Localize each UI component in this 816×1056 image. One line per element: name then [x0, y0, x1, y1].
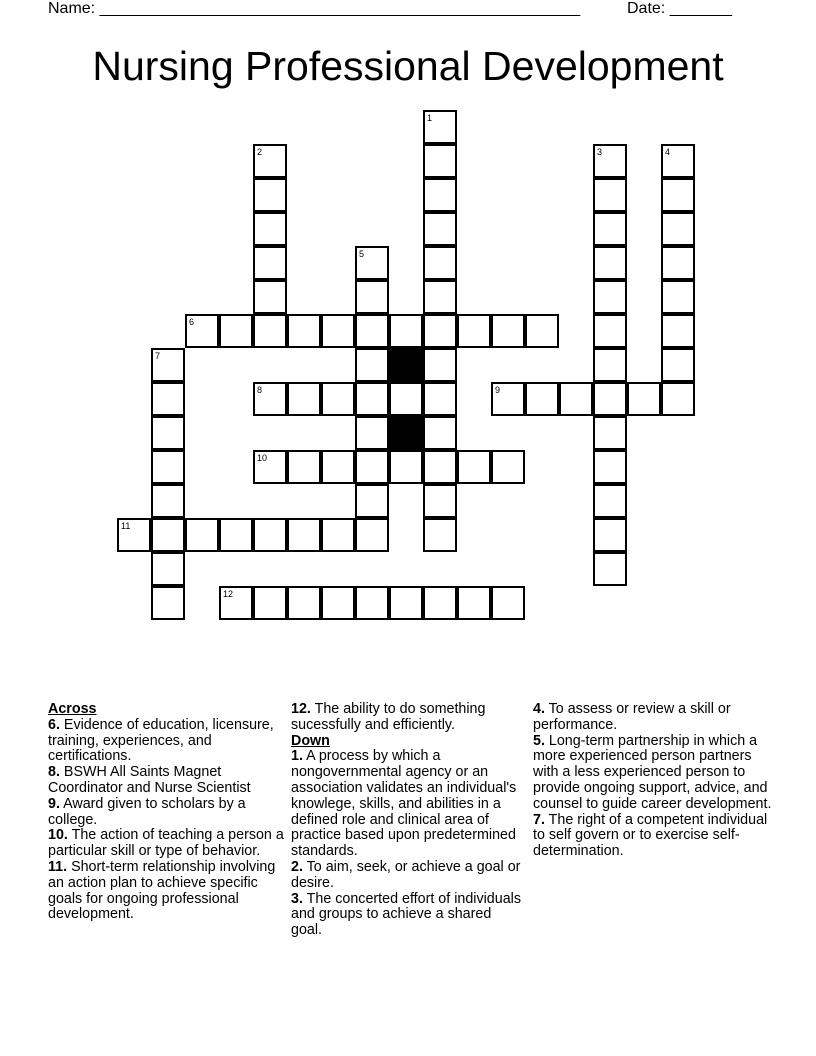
grid-cell[interactable] [423, 484, 457, 518]
grid-cell[interactable] [321, 518, 355, 552]
grid-cell[interactable] [593, 450, 627, 484]
clue-number: 2 [257, 147, 263, 157]
grid-cell[interactable] [559, 382, 593, 416]
grid-cell[interactable] [593, 416, 627, 450]
grid-cell[interactable] [457, 314, 491, 348]
black-square [389, 416, 423, 450]
grid-cell[interactable] [253, 518, 287, 552]
grid-cell[interactable] [355, 484, 389, 518]
clue-number: 4 [665, 147, 671, 157]
clue-across-11: 11. Short-term relationship involving an action plan to achieve specific goals for ongoing professional development. [48, 858, 276, 923]
grid-cell[interactable] [661, 382, 695, 416]
clue-number: 9 [495, 385, 501, 395]
grid-cell[interactable] [321, 450, 355, 484]
grid-cell[interactable] [423, 416, 457, 450]
grid-cell[interactable] [355, 314, 389, 348]
grid-cell[interactable] [355, 450, 389, 484]
grid-cell[interactable] [423, 314, 457, 348]
clue-number: 12 [223, 589, 234, 599]
clues-column-1 [48, 702, 288, 923]
grid-cell[interactable] [151, 586, 185, 620]
grid-cell[interactable] [321, 586, 355, 620]
grid-cell[interactable] [661, 246, 695, 280]
grid-cell[interactable] [491, 382, 525, 416]
grid-cell[interactable] [185, 518, 219, 552]
grid-cell[interactable] [593, 246, 627, 280]
grid-cell[interactable] [253, 280, 287, 314]
clues-column-2 [291, 702, 523, 939]
grid-cell[interactable] [253, 382, 287, 416]
grid-cell[interactable] [253, 246, 287, 280]
grid-cell[interactable] [491, 314, 525, 348]
clue-across-6: 6. Evidence of education, licensure, training, experiences, and certifications. [48, 716, 274, 765]
grid-cell[interactable] [185, 314, 219, 348]
grid-cell[interactable] [253, 144, 287, 178]
clue-down-3: 3. The concerted effort of individuals and groups to achieve a shared goal. [291, 890, 521, 939]
grid-cell[interactable] [661, 280, 695, 314]
grid-cell[interactable] [661, 144, 695, 178]
grid-cell[interactable] [253, 586, 287, 620]
grid-cell[interactable] [219, 314, 253, 348]
grid-cell[interactable] [593, 314, 627, 348]
clue-across-10: 10. The action of teaching a person a particular skill or type of behavior. [48, 827, 284, 860]
grid-cell[interactable] [253, 450, 287, 484]
clue-across-12: 12. The ability to do something sucessfully and efficiently. [291, 701, 486, 733]
grid-cell[interactable] [151, 552, 185, 586]
grid-cell[interactable] [423, 348, 457, 382]
grid-cell[interactable] [661, 212, 695, 246]
clue-across-8: 8. BSWH All Saints Magnet Coordinator and Nurse Scientist [48, 764, 251, 796]
grid-cell[interactable] [321, 382, 355, 416]
grid-cell[interactable] [355, 348, 389, 382]
clue-number: 11 [121, 521, 131, 531]
clue-across-9: 9. Award given to scholars by a college. [48, 795, 246, 828]
clue-down-2: 2. To aim, seek, or achieve a goal or desire. [291, 858, 521, 891]
grid-cell[interactable] [491, 450, 525, 484]
grid-cell[interactable] [253, 212, 287, 246]
grid-cell[interactable] [151, 518, 185, 552]
grid-cell[interactable] [593, 382, 627, 416]
grid-cell[interactable] [355, 586, 389, 620]
grid-cell[interactable] [661, 348, 695, 382]
grid-cell[interactable] [287, 450, 321, 484]
grid-cell[interactable] [593, 484, 627, 518]
clue-number: 10 [257, 453, 268, 463]
clue-down-5: 5. Long-term partnership in which a more experienced person partners with a less experienced person to provide ongoing support, advice, and counsel to guide career development. [533, 732, 772, 812]
grid-cell[interactable] [661, 178, 695, 212]
grid-cell[interactable] [389, 450, 423, 484]
grid-cell[interactable] [355, 518, 389, 552]
clue-number: 8 [257, 385, 263, 395]
grid-cell[interactable] [491, 586, 525, 620]
grid-cell[interactable] [151, 348, 185, 382]
grid-cell[interactable] [593, 144, 627, 178]
clue-down-4: 4. To assess or review a skill or performance. [533, 701, 731, 733]
date-field[interactable]: Date: _______ [627, 0, 732, 17]
grid-cell[interactable] [593, 178, 627, 212]
grid-cell[interactable] [423, 212, 457, 246]
grid-cell[interactable] [151, 382, 185, 416]
grid-cell[interactable] [423, 518, 457, 552]
clue-down-1: 1. A process by which a nongovernmental agency or an association validates an individual's knowlege, skills, and abilities in a defined role and clinical area of practice based upon predetermined standards. [291, 748, 517, 860]
grid-cell[interactable] [219, 518, 253, 552]
clue-number: 1 [427, 113, 433, 123]
clue-number: 5 [359, 249, 365, 259]
grid-cell[interactable] [423, 110, 457, 144]
name-field[interactable]: Name: ______________________________________________________ [48, 0, 581, 17]
clue-number: 7 [155, 351, 161, 361]
grid-cell[interactable] [525, 314, 559, 348]
grid-cell[interactable] [593, 348, 627, 382]
clue-number: 3 [597, 147, 603, 157]
grid-cell[interactable] [457, 450, 491, 484]
grid-cell[interactable] [287, 586, 321, 620]
grid-cell[interactable] [423, 144, 457, 178]
grid-cell[interactable] [457, 586, 491, 620]
grid-cell[interactable] [253, 178, 287, 212]
grid-cell[interactable] [423, 382, 457, 416]
grid-cell[interactable] [423, 178, 457, 212]
grid-cell[interactable] [355, 416, 389, 450]
grid-cell[interactable] [287, 382, 321, 416]
grid-cell[interactable] [253, 314, 287, 348]
grid-cell[interactable] [389, 314, 423, 348]
grid-cell[interactable] [287, 518, 321, 552]
grid-cell[interactable] [151, 416, 185, 450]
grid-cell[interactable] [423, 586, 457, 620]
grid-cell[interactable] [355, 382, 389, 416]
page-title: Nursing Professional Development [92, 43, 724, 89]
grid-cell[interactable] [525, 382, 559, 416]
grid-cell[interactable] [593, 280, 627, 314]
across-heading: Across [48, 701, 97, 717]
grid-cell[interactable] [627, 382, 661, 416]
grid-cell[interactable] [389, 586, 423, 620]
grid-cell[interactable] [287, 314, 321, 348]
grid-cell[interactable] [355, 246, 389, 280]
grid-cell[interactable] [593, 518, 627, 552]
grid-cell[interactable] [389, 382, 423, 416]
grid-cell[interactable] [321, 314, 355, 348]
clue-down-7: 7. The right of a competent individual to self govern or to exercise self-determination. [533, 811, 768, 860]
grid-cell[interactable] [151, 450, 185, 484]
grid-cell[interactable] [423, 280, 457, 314]
clue-number: 6 [189, 317, 195, 327]
grid-cell[interactable] [593, 552, 627, 586]
black-square [389, 348, 423, 382]
grid-cell[interactable] [593, 212, 627, 246]
grid-cell[interactable] [423, 450, 457, 484]
grid-cell[interactable] [117, 518, 151, 552]
grid-cell[interactable] [423, 246, 457, 280]
grid-cell[interactable] [219, 586, 253, 620]
grid-cell[interactable] [151, 484, 185, 518]
grid-cell[interactable] [661, 314, 695, 348]
grid-cell[interactable] [355, 280, 389, 314]
down-heading: Down [291, 732, 330, 749]
clues-column-3 [533, 702, 773, 860]
